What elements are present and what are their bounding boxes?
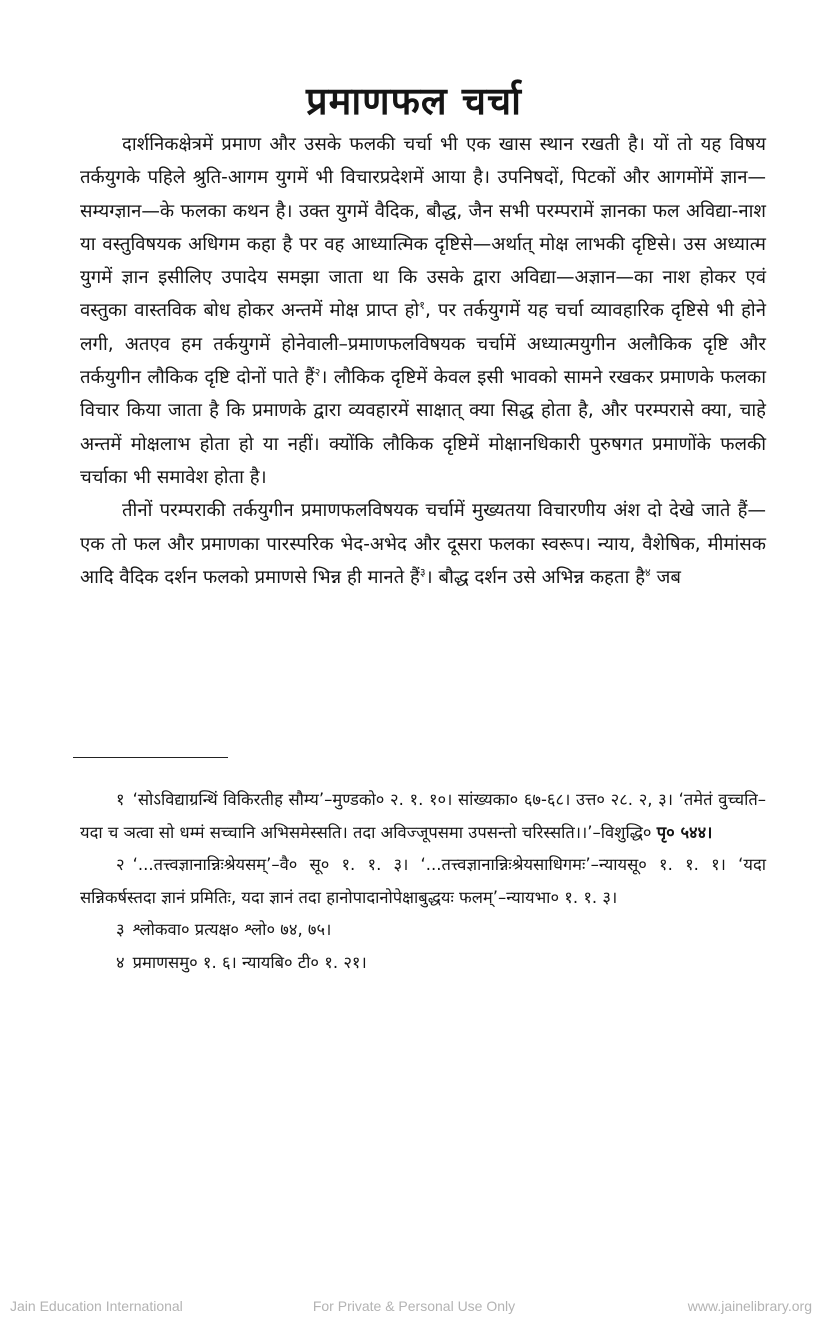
footnote-text: श्लोकवा० प्रत्यक्ष० श्लो० ७४, ७५। bbox=[132, 920, 332, 939]
paragraph-text: जब bbox=[650, 566, 681, 588]
footnote-number: ४ bbox=[116, 952, 125, 972]
footnote-page-ref: पृ० ५४४। bbox=[656, 822, 713, 842]
footnote-text: ‘सोऽविद्याग्रन्थिं विकिरतीह सौम्य’–मुण्डको० २. १. १०। सांख्यका० ६७-६८। उत्त० २८. २, ३। ‘तमेतं वुच्चति–यदा च ञत्वा सो धम्मं सच्चानि अभिसमेस्सति। तदा अविज्जूपसमा उपसन्तो चरिस्सति।।’–विशुद्धि० bbox=[80, 790, 766, 842]
paragraph-text: , पर तर्कयुगमें यह चर्चा व्यावहारिक दृष्टिसे भी होने लगी, अतएव हम तर्कयुगमें होनेवाली–प्रमाणफलविषयक चर्चामें अध्यात्मयुगीन अलौकिक दृष्टि और तर्कयुगीन लौकिक दृष्टि दोनों पाते हैं bbox=[80, 300, 766, 389]
footnote-4 bbox=[80, 947, 766, 980]
page-footer bbox=[0, 1298, 828, 1318]
footer-publisher: Jain Education International bbox=[10, 1298, 183, 1314]
paragraph-text: तीनों परम्पराकी तर्कयुगीन प्रमाणफलविषयक चर्चामें मुख्यतया विचारणीय अंश दो देखे जाते हैं—एक तो फल और प्रमाणका पारस्परिक भेद-अभेद और दूसरा फलका स्वरूप। न्याय, वैशेषिक, मीमांसक आदि वैदिक दर्शन फलको प्रमाणसे भिन्न ही मानते हैं bbox=[80, 500, 766, 588]
footnote-ref-4[interactable]: ४ bbox=[645, 565, 651, 579]
body-text bbox=[80, 128, 766, 594]
paragraph-text: । लौकिक दृष्टिमें केवल इसी भावको सामने रखकर प्रमाणके फलका विचार किया जाता है कि प्रमाणके द्वारा व्यवहारमें साक्षात् क्या सिद्ध होता है, और परम्परासे क्या, चाहे अन्तमें मोक्षलाभ होता हो या नहीं। क्योंकि लौकिक दृष्टिमें मोक्षानधिकारी पुरुषगत प्रमाणोंके फलकी चर्चाका भी समावेश होता है। bbox=[80, 367, 766, 488]
footnote-number: २ bbox=[116, 855, 125, 874]
paragraph-2 bbox=[80, 494, 766, 594]
paragraph-1 bbox=[80, 128, 766, 494]
footer-usage-notice: For Private & Personal Use Only bbox=[312, 1298, 516, 1314]
footnote-ref-1[interactable]: १ bbox=[419, 299, 425, 313]
footnote-text: ‘...तत्त्वज्ञानान्निःश्रेयसम्’–वै० सू० १. १. ३। ‘...तत्त्वज्ञानान्निःश्रेयसाधिगमः’–न्यायसू० १. १. १। ‘यदा सन्निकर्षस्तदा ज्ञानं प्रमितिः, यदा ज्ञानं तदा हानोपादानोपेक्षाबुद्धयः फलम्’–न्यायभा० १. १. ३। bbox=[80, 855, 766, 907]
footnote-number: १ bbox=[116, 790, 125, 809]
footer-website-link[interactable]: www.jainelibrary.org bbox=[687, 1298, 812, 1314]
footnote-text: प्रमाणसमु० १. ६। न्यायबि० टी० १. २१। bbox=[132, 952, 367, 972]
footnote-3 bbox=[80, 914, 766, 947]
paragraph-text: दार्शनिकक्षेत्रमें प्रमाण और उसके फलकी चर्चा भी एक खास स्थान रखती है। यों तो यह विषय तर्कयुगके पहिले श्रुति-आगम युगमें भी विचारप्रदेशमें आया है। उपनिषदों, पिटकों और आगमोंमें ज्ञान—सम्यग्ज्ञान—के फलका कथन है। उक्त युगमें वैदिक, बौद्ध, जैन सभी परम्परामें ज्ञानका फल अविद्या-नाश या वस्तुविषयक अधिगम कहा है पर वह आध्यात्मिक दृष्टिसे—अर्थात् मोक्ष लाभकी दृष्टिसे। उस अध्यात्म युगमें ज्ञान इसीलिए उपादेय समझा जाता था कि उसके द्वारा अविद्या—अज्ञान—का नाश होकर एवं वस्तुका वास्तविक बोध होकर अन्तमें मोक्ष प्राप्त हो bbox=[80, 134, 766, 322]
footnote-divider bbox=[73, 757, 228, 758]
footnote-2 bbox=[80, 849, 766, 914]
page-title: प्रमाणफल चर्चा bbox=[305, 79, 523, 124]
footnote-ref-3[interactable]: ३ bbox=[419, 565, 426, 579]
paragraph-text: । बौद्ध दर्शन उसे अभिन्न कहता है bbox=[425, 566, 646, 588]
footnote-number: ३ bbox=[116, 920, 125, 939]
footnote-ref-2[interactable]: २ bbox=[314, 365, 321, 379]
footnotes bbox=[80, 784, 766, 979]
footnote-1 bbox=[80, 784, 766, 849]
